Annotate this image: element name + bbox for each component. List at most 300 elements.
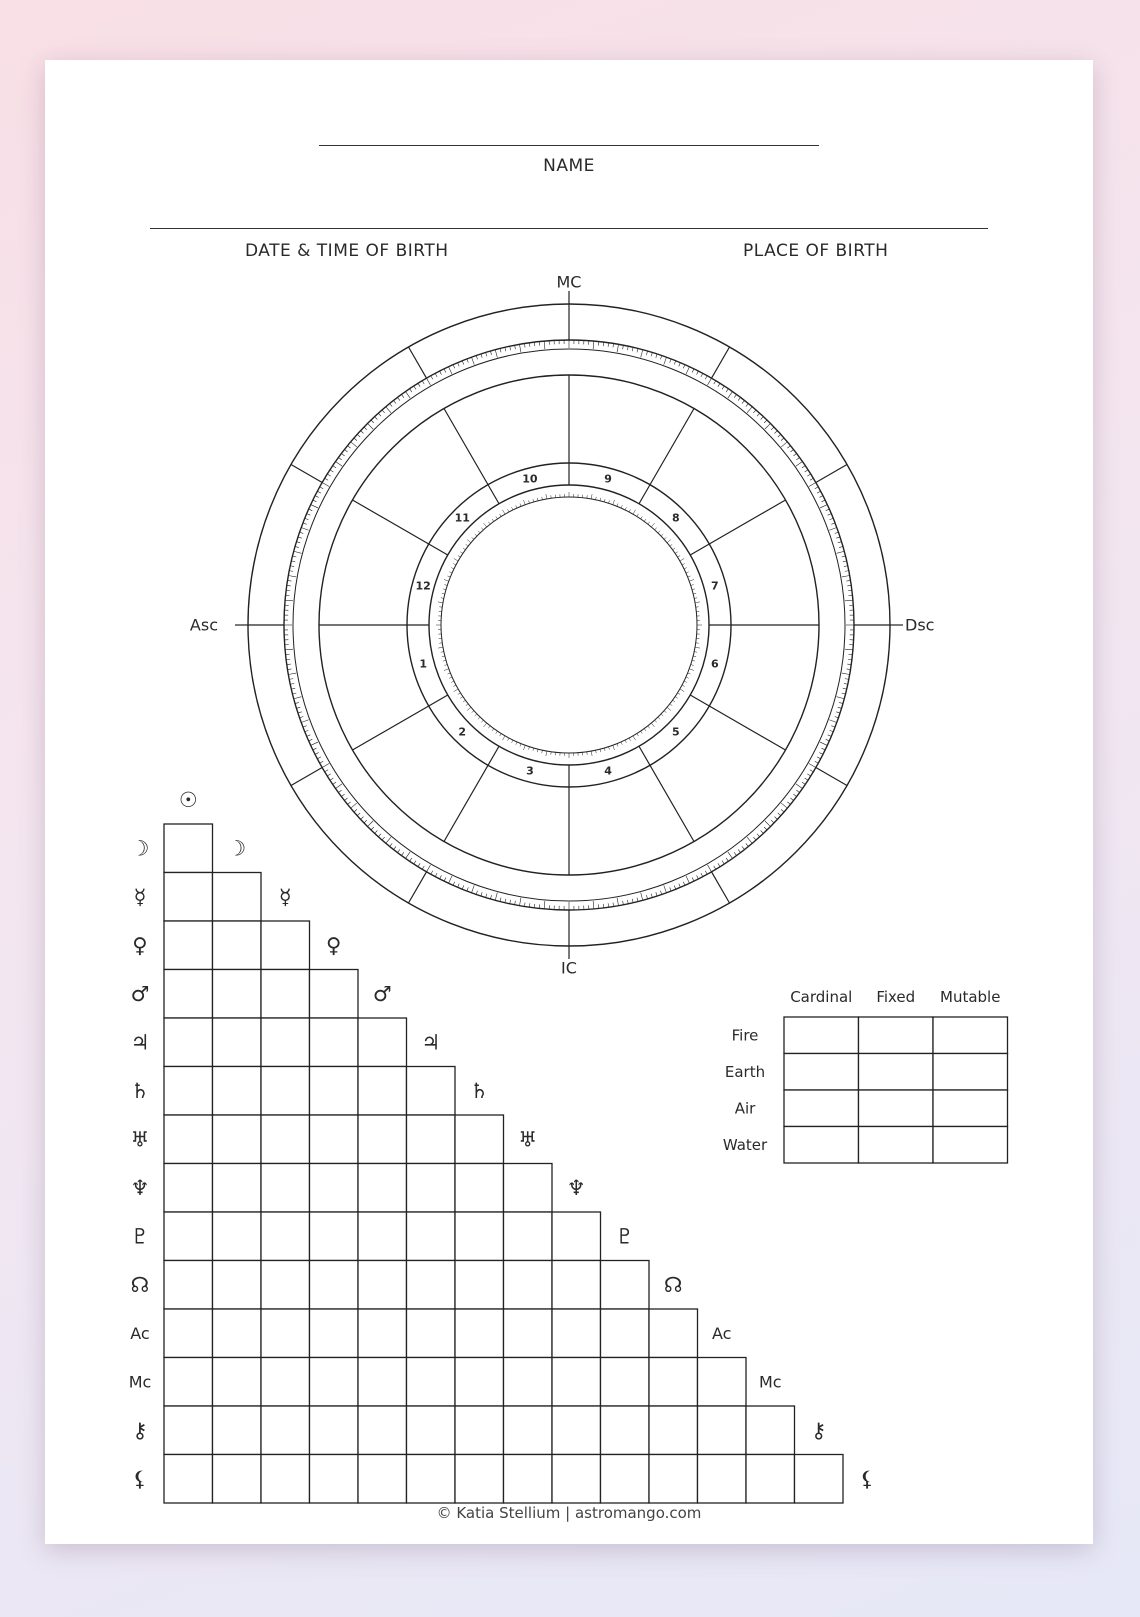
inner-degree-tick <box>481 528 483 530</box>
zodiac-degree-tick <box>686 876 689 883</box>
aspect-cell-midheaven-saturn[interactable] <box>455 1358 504 1407</box>
aspect-cell-pluto-neptune[interactable] <box>552 1212 601 1261</box>
zodiac-degree-tick <box>757 413 760 416</box>
aspect-cell-chiron-pluto[interactable] <box>601 1406 650 1455</box>
aspect-cell-ascendant-mercury[interactable] <box>261 1309 310 1358</box>
jupiter-row-glyph: ♃ <box>130 1030 150 1055</box>
aspect-cell-saturn-mercury[interactable] <box>261 1067 310 1116</box>
mercury-row-glyph: ☿ <box>133 884 147 909</box>
zodiac-degree-tick <box>796 784 803 789</box>
zodiac-degree-tick <box>476 356 477 360</box>
zodiac-degree-tick <box>778 813 781 816</box>
element-cell-water-mutable[interactable] <box>933 1127 1008 1164</box>
house-number-ring <box>429 485 709 765</box>
aspect-cell-saturn-sun[interactable] <box>164 1067 213 1116</box>
inner-degree-tick <box>475 534 477 536</box>
aspect-cell-pluto-uranus[interactable] <box>504 1212 553 1261</box>
zodiac-degree-tick <box>289 679 293 680</box>
inner-degree-tick <box>500 514 502 517</box>
zodiac-degree-tick <box>289 571 293 572</box>
inner-degree-tick <box>693 656 696 657</box>
aspect-cell-ascendant-moon[interactable] <box>213 1309 262 1358</box>
aspect-cell-midheaven-north-node[interactable] <box>649 1358 698 1407</box>
zodiac-degree-tick <box>361 431 364 434</box>
zodiac-degree-tick <box>307 514 311 516</box>
inner-degree-tick <box>682 685 685 686</box>
aspect-cell-north-node-pluto[interactable] <box>601 1261 650 1310</box>
zodiac-degree-tick <box>781 809 784 812</box>
element-cell-fire-mutable[interactable] <box>933 1017 1008 1054</box>
aspect-cell-pluto-saturn[interactable] <box>455 1212 504 1261</box>
aspect-cell-north-node-mars[interactable] <box>358 1261 407 1310</box>
zodiac-degree-tick <box>462 361 463 365</box>
zodiac-degree-tick <box>320 761 323 763</box>
aspect-cell-neptune-uranus[interactable] <box>504 1164 553 1213</box>
house-number-6: 6 <box>711 657 719 671</box>
element-cell-fire-fixed[interactable] <box>859 1017 934 1054</box>
element-cell-air-cardinal[interactable] <box>784 1090 859 1127</box>
aspect-cell-mars-sun[interactable] <box>164 970 213 1019</box>
aspect-cell-jupiter-sun[interactable] <box>164 1018 213 1067</box>
aspect-cell-lilith-mars[interactable] <box>358 1455 407 1504</box>
house-number-5: 5 <box>671 725 680 739</box>
inner-degree-tick <box>600 498 601 501</box>
aspect-cell-chiron-uranus[interactable] <box>504 1406 553 1455</box>
neptune-column-glyph: ♆ <box>566 1175 586 1200</box>
zodiac-degree-tick <box>701 373 703 377</box>
zodiac-degree-tick <box>810 478 813 480</box>
inner-degree-tick <box>460 552 462 554</box>
zodiac-degree-tick <box>820 742 827 745</box>
aspect-cell-neptune-jupiter[interactable] <box>407 1164 456 1213</box>
inner-degree-tick <box>467 707 471 710</box>
zodiac-degree-tick <box>805 778 808 780</box>
zodiac-degree-tick <box>787 446 790 449</box>
inner-degree-tick <box>546 751 547 756</box>
aspect-cell-neptune-moon[interactable] <box>213 1164 262 1213</box>
aspect-cell-lilith-sun[interactable] <box>164 1455 213 1504</box>
inner-degree-tick <box>524 500 526 505</box>
zodiac-degree-tick <box>722 386 724 389</box>
venus-row-glyph: ♀ <box>132 933 148 958</box>
aspect-cell-midheaven-neptune[interactable] <box>552 1358 601 1407</box>
inner-degree-tick <box>617 504 618 507</box>
zodiac-degree-tick <box>301 528 309 531</box>
aspect-cell-saturn-moon[interactable] <box>213 1067 262 1116</box>
aspect-cell-midheaven-jupiter[interactable] <box>407 1358 456 1407</box>
zodiac-degree-tick <box>809 483 816 487</box>
aspect-cell-lilith-midheaven[interactable] <box>746 1455 795 1504</box>
inner-degree-tick <box>609 500 610 503</box>
pluto-column-glyph: ♇ <box>615 1224 635 1249</box>
aspect-cell-pluto-sun[interactable] <box>164 1212 213 1261</box>
aspect-cell-chiron-moon[interactable] <box>213 1406 262 1455</box>
zodiac-degree-tick <box>440 371 442 375</box>
inner-degree-tick <box>675 697 677 699</box>
zodiac-degree-tick <box>288 576 296 577</box>
zodiac-degree-tick <box>336 784 343 789</box>
element-cell-earth-mutable[interactable] <box>933 1054 1008 1091</box>
zodiac-degree-tick <box>771 820 774 823</box>
pluto-row-glyph: ♇ <box>130 1224 150 1249</box>
aspect-cell-midheaven-pluto[interactable] <box>601 1358 650 1407</box>
zodiac-degree-tick <box>317 757 321 759</box>
aspect-cell-jupiter-mercury[interactable] <box>261 1018 310 1067</box>
moon-column-glyph: ☽ <box>227 836 247 861</box>
zodiac-degree-tick <box>338 790 341 792</box>
inner-degree-tick <box>686 572 689 573</box>
aspect-cell-midheaven-moon[interactable] <box>213 1358 262 1407</box>
aspect-cell-midheaven-uranus[interactable] <box>504 1358 553 1407</box>
zodiac-degree-tick <box>401 394 403 397</box>
inner-degree-tick <box>444 580 449 582</box>
aspect-cell-north-node-saturn[interactable] <box>455 1261 504 1310</box>
inner-degree-tick <box>496 731 498 733</box>
aspect-cell-neptune-sun[interactable] <box>164 1164 213 1213</box>
zodiac-degree-tick <box>753 410 756 413</box>
natal-wheel <box>190 273 935 978</box>
aspect-cell-ascendant-north-node[interactable] <box>649 1309 698 1358</box>
inner-degree-tick <box>604 499 605 502</box>
aspect-cell-north-node-moon[interactable] <box>213 1261 262 1310</box>
zodiac-degree-tick <box>697 875 699 879</box>
lilith-row-glyph: ⚸ <box>132 1466 148 1491</box>
aspect-cell-lilith-saturn[interactable] <box>455 1455 504 1504</box>
mercury-column-glyph: ☿ <box>278 884 292 909</box>
zodiac-degree-tick <box>351 442 357 447</box>
aspect-cell-neptune-mercury[interactable] <box>261 1164 310 1213</box>
zodiac-degree-tick <box>375 417 378 420</box>
inner-degree-tick <box>492 729 494 731</box>
aspect-cell-ascendant-saturn[interactable] <box>455 1309 504 1358</box>
aspect-cell-north-node-neptune[interactable] <box>552 1261 601 1310</box>
aspect-cell-lilith-pluto[interactable] <box>601 1455 650 1504</box>
zodiac-degree-tick <box>705 376 707 379</box>
aspect-cell-ascendant-pluto[interactable] <box>601 1309 650 1358</box>
element-cell-air-fixed[interactable] <box>859 1090 934 1127</box>
aspect-cell-ascendant-mars[interactable] <box>358 1309 407 1358</box>
zodiac-degree-tick <box>333 782 336 784</box>
zodiac-degree-tick <box>303 726 307 727</box>
zodiac-degree-tick <box>660 356 661 360</box>
inner-degree-tick <box>444 665 447 666</box>
zodiac-degree-tick <box>793 453 796 455</box>
inner-degree-tick <box>472 711 474 713</box>
aspect-cell-uranus-saturn[interactable] <box>455 1115 504 1164</box>
aspect-cell-ascendant-uranus[interactable] <box>504 1309 553 1358</box>
zodiac-degree-tick <box>327 774 330 776</box>
inner-degree-tick <box>664 537 666 539</box>
aspect-cell-chiron-sun[interactable] <box>164 1406 213 1455</box>
aspect-cell-saturn-mars[interactable] <box>358 1067 407 1116</box>
house-number-3: 3 <box>526 764 534 778</box>
aspect-cell-saturn-jupiter[interactable] <box>407 1067 456 1116</box>
zodiac-degree-tick <box>285 649 293 650</box>
aspect-cell-uranus-moon[interactable] <box>213 1115 262 1164</box>
inner-degree-tick <box>596 497 597 500</box>
zodiac-degree-tick <box>296 542 300 543</box>
zodiac-degree-tick <box>683 882 685 886</box>
aspect-cell-pluto-jupiter[interactable] <box>407 1212 456 1261</box>
zodiac-degree-tick <box>453 882 455 886</box>
aspect-cell-lilith-mercury[interactable] <box>261 1455 310 1504</box>
mars-row-glyph: ♂ <box>130 981 150 1006</box>
zodiac-sign-divider <box>291 465 322 483</box>
aspect-cell-north-node-mercury[interactable] <box>261 1261 310 1310</box>
zodiac-degree-tick <box>714 866 716 869</box>
aspect-cell-pluto-mercury[interactable] <box>261 1212 310 1261</box>
aspect-cell-mars-mercury[interactable] <box>261 970 310 1019</box>
zodiac-degree-tick <box>765 821 771 827</box>
zodiac-degree-tick <box>718 863 720 866</box>
inner-degree-tick <box>637 734 639 737</box>
element-cell-water-cardinal[interactable] <box>784 1127 859 1164</box>
zodiac-degree-tick <box>348 802 351 805</box>
moon-row-glyph: ☽ <box>130 836 150 861</box>
aspect-cell-lilith-neptune[interactable] <box>552 1455 601 1504</box>
zodiac-degree-tick <box>819 753 823 755</box>
zodiac-degree-tick <box>406 852 411 859</box>
aspect-cell-lilith-ascendant[interactable] <box>698 1455 747 1504</box>
aspect-cell-ascendant-jupiter[interactable] <box>407 1309 456 1358</box>
aspect-cell-ascendant-sun[interactable] <box>164 1309 213 1358</box>
zodiac-degree-tick <box>757 834 760 837</box>
zodiac-degree-tick <box>449 367 452 374</box>
inner-degree-tick <box>689 669 694 671</box>
zodiac-degree-tick <box>746 843 749 846</box>
aspect-cell-ascendant-neptune[interactable] <box>552 1309 601 1358</box>
inner-degree-tick <box>481 720 483 722</box>
zodiac-degree-tick <box>623 345 624 349</box>
zodiac-degree-tick <box>831 523 835 524</box>
inner-degree-tick <box>661 714 663 716</box>
aspect-cell-north-node-jupiter[interactable] <box>407 1261 456 1310</box>
aspect-cell-jupiter-venus[interactable] <box>310 1018 359 1067</box>
zodiac-degree-tick <box>627 900 628 904</box>
element-cell-water-fixed[interactable] <box>859 1127 934 1164</box>
zodiac-degree-tick <box>422 866 424 869</box>
zodiac-degree-tick <box>394 400 396 403</box>
zodiac-degree-tick <box>839 546 843 547</box>
aspect-cell-lilith-jupiter[interactable] <box>407 1455 456 1504</box>
inner-degree-tick <box>682 563 685 564</box>
zodiac-degree-tick <box>317 491 321 493</box>
zodiac-degree-tick <box>422 381 424 384</box>
aspect-cell-moon-sun[interactable] <box>164 824 213 873</box>
aspect-cell-chiron-mercury[interactable] <box>261 1406 310 1455</box>
zodiac-degree-tick <box>837 697 845 699</box>
aspect-cell-mercury-moon[interactable] <box>213 873 262 922</box>
zodiac-degree-tick <box>386 837 391 843</box>
element-cell-fire-cardinal[interactable] <box>784 1017 859 1054</box>
house-number-8: 8 <box>671 511 680 525</box>
zodiac-degree-tick <box>771 427 774 430</box>
aspect-cell-jupiter-moon[interactable] <box>213 1018 262 1067</box>
inner-degree-tick <box>520 504 521 507</box>
zodiac-sign-divider <box>409 347 427 378</box>
inner-degree-tick <box>484 723 487 727</box>
inner-degree-tick <box>451 568 454 569</box>
aspect-cell-mars-venus[interactable] <box>310 970 359 1019</box>
aspect-cell-uranus-mars[interactable] <box>358 1115 407 1164</box>
aspect-cell-uranus-venus[interactable] <box>310 1115 359 1164</box>
zodiac-degree-tick <box>418 383 420 386</box>
inner-degree-tick <box>441 652 444 653</box>
element-cell-earth-cardinal[interactable] <box>784 1054 859 1091</box>
zodiac-degree-tick <box>660 891 661 895</box>
aspect-cell-uranus-mercury[interactable] <box>261 1115 310 1164</box>
inner-degree-tick <box>475 714 477 716</box>
aspect-cell-lilith-uranus[interactable] <box>504 1455 553 1504</box>
inner-degree-tick <box>542 497 543 500</box>
aspect-cell-chiron-venus[interactable] <box>310 1406 359 1455</box>
aspect-cell-lilith-north-node[interactable] <box>649 1455 698 1504</box>
zodiac-degree-tick <box>686 367 689 374</box>
zodiac-degree-tick <box>734 394 736 397</box>
zodiac-degree-tick <box>410 858 412 861</box>
element-cell-earth-fixed[interactable] <box>859 1054 934 1091</box>
zodiac-degree-tick <box>444 369 446 373</box>
inner-degree-tick <box>625 740 626 743</box>
zodiac-degree-tick <box>294 697 302 699</box>
house-cusp-line <box>444 746 499 841</box>
aspect-cell-mars-moon[interactable] <box>213 970 262 1019</box>
aspect-cell-uranus-jupiter[interactable] <box>407 1115 456 1164</box>
zodiac-degree-tick <box>817 491 821 493</box>
saturn-row-glyph: ♄ <box>130 1078 150 1103</box>
aspect-cell-north-node-sun[interactable] <box>164 1261 213 1310</box>
aspect-cell-venus-moon[interactable] <box>213 921 262 970</box>
aspect-cell-midheaven-mercury[interactable] <box>261 1358 310 1407</box>
zodiac-degree-tick <box>826 509 830 511</box>
aspect-cell-midheaven-mars[interactable] <box>358 1358 407 1407</box>
aspect-cell-lilith-moon[interactable] <box>213 1455 262 1504</box>
aspect-cell-pluto-mars[interactable] <box>358 1212 407 1261</box>
zodiac-degree-tick <box>348 446 351 449</box>
descendant-label: Dsc <box>905 615 935 635</box>
zodiac-degree-tick <box>295 546 299 547</box>
zodiac-degree-tick <box>414 861 416 864</box>
aspect-cell-midheaven-venus[interactable] <box>310 1358 359 1407</box>
neptune-row-glyph: ♆ <box>130 1175 150 1200</box>
zodiac-degree-tick <box>427 865 431 872</box>
aspect-cell-chiron-ascendant[interactable] <box>698 1406 747 1455</box>
zodiac-degree-tick <box>793 794 796 796</box>
inner-degree-tick <box>648 726 650 728</box>
zodiac-degree-tick <box>397 397 399 400</box>
zodiac-degree-tick <box>835 716 839 717</box>
inner-degree-tick <box>686 677 689 678</box>
aspect-cell-chiron-jupiter[interactable] <box>407 1406 456 1455</box>
zodiac-degree-tick <box>670 887 671 891</box>
aspect-cell-mercury-sun[interactable] <box>164 873 213 922</box>
inner-degree-tick <box>655 720 657 722</box>
aspect-cell-chiron-midheaven[interactable] <box>746 1406 795 1455</box>
aspect-cell-jupiter-mars[interactable] <box>358 1018 407 1067</box>
element-cell-air-mutable[interactable] <box>933 1090 1008 1127</box>
zodiac-degree-tick <box>378 413 381 416</box>
element-modality-table <box>723 988 1008 1163</box>
inner-degree-tick <box>670 704 672 706</box>
zodiac-degree-tick <box>651 894 652 898</box>
aspect-cell-chiron-mars[interactable] <box>358 1406 407 1455</box>
zodiac-degree-tick <box>354 809 357 812</box>
inner-degree-tick <box>507 509 508 512</box>
zodiac-degree-tick <box>830 518 834 519</box>
aspect-cell-neptune-mars[interactable] <box>358 1164 407 1213</box>
column-header-fixed: Fixed <box>876 988 916 1006</box>
aspect-cell-neptune-venus[interactable] <box>310 1164 359 1213</box>
aspect-cell-chiron-north-node[interactable] <box>649 1406 698 1455</box>
north-node-row-glyph: ☊ <box>130 1272 150 1297</box>
zodiac-degree-tick <box>728 852 733 859</box>
aspect-cell-neptune-saturn[interactable] <box>455 1164 504 1213</box>
zodiac-degree-tick <box>844 566 848 567</box>
aspect-cell-ascendant-venus[interactable] <box>310 1309 359 1358</box>
zodiac-degree-tick <box>796 457 799 459</box>
aspect-cell-venus-mercury[interactable] <box>261 921 310 970</box>
house-cusp-line <box>690 500 785 555</box>
zodiac-degree-tick <box>830 730 834 731</box>
zodiac-degree-tick <box>357 813 360 816</box>
aspect-cell-north-node-uranus[interactable] <box>504 1261 553 1310</box>
zodiac-degree-tick <box>338 457 341 459</box>
zodiac-degree-tick <box>305 518 309 519</box>
aspect-cell-pluto-venus[interactable] <box>310 1212 359 1261</box>
aspect-cell-midheaven-ascendant[interactable] <box>698 1358 747 1407</box>
zodiac-degree-tick <box>406 392 411 399</box>
zodiac-degree-tick <box>462 886 463 890</box>
aspect-cell-venus-sun[interactable] <box>164 921 213 970</box>
inner-degree-tick <box>695 602 700 603</box>
aspect-cell-uranus-sun[interactable] <box>164 1115 213 1164</box>
aspect-cell-north-node-venus[interactable] <box>310 1261 359 1310</box>
zodiac-degree-tick <box>520 898 521 906</box>
inner-degree-tick <box>453 563 456 564</box>
aspect-cell-pluto-moon[interactable] <box>213 1212 262 1261</box>
inner-degree-tick <box>688 576 691 577</box>
zodiac-degree-tick <box>371 827 374 830</box>
zodiac-degree-tick <box>290 566 294 567</box>
zodiac-degree-tick <box>747 407 752 413</box>
zodiac-degree-tick <box>294 551 302 553</box>
zodiac-degree-tick <box>449 876 452 883</box>
inner-degree-tick <box>472 537 474 539</box>
zodiac-degree-tick <box>787 802 790 805</box>
zodiac-degree-tick <box>722 861 724 864</box>
zodiac-degree-tick <box>309 509 313 511</box>
aspect-cell-chiron-saturn[interactable] <box>455 1406 504 1455</box>
aspect-cell-lilith-venus[interactable] <box>310 1455 359 1504</box>
house-number-10: 10 <box>522 472 538 486</box>
aspect-cell-saturn-venus[interactable] <box>310 1067 359 1116</box>
inner-degree-tick <box>488 522 490 524</box>
ascendant-label: Asc <box>189 615 218 635</box>
inner-degree-tick <box>675 552 677 554</box>
aspect-cell-midheaven-sun[interactable] <box>164 1358 213 1407</box>
house-cusp-line <box>639 408 694 503</box>
zodiac-degree-tick <box>378 834 381 837</box>
house-number-11: 11 <box>454 511 470 525</box>
aspect-cell-lilith-chiron[interactable] <box>795 1455 844 1504</box>
zodiac-degree-tick <box>364 427 367 430</box>
inner-degree-tick <box>458 693 461 695</box>
inner-degree-tick <box>695 647 700 648</box>
zodiac-degree-tick <box>796 790 799 792</box>
aspect-cell-chiron-neptune[interactable] <box>552 1406 601 1455</box>
zodiac-degree-tick <box>472 885 475 893</box>
inner-degree-tick <box>644 519 646 521</box>
